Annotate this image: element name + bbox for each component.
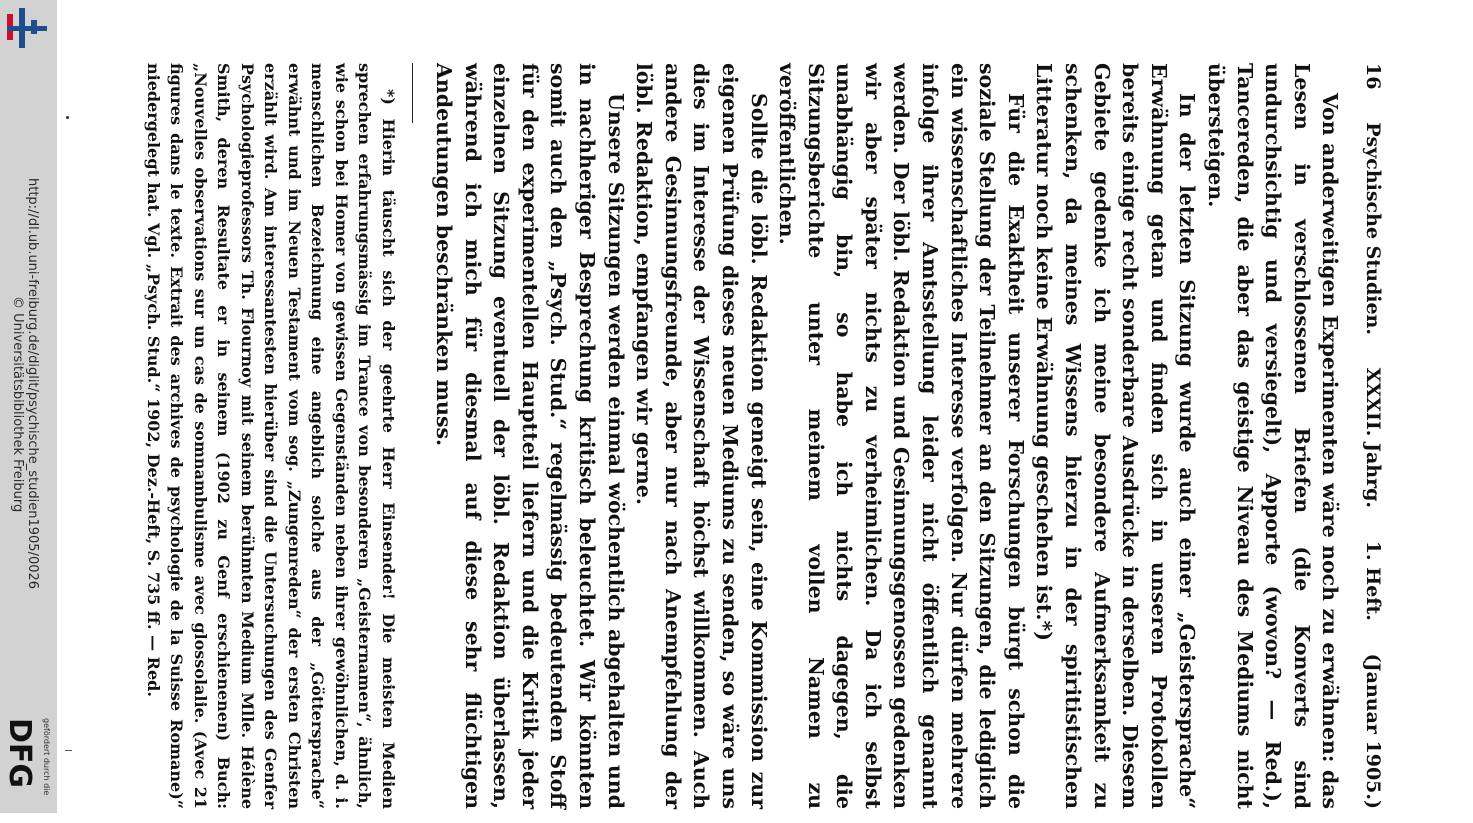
footnote-divider [412, 63, 414, 123]
footnote: *) Hierin täuscht sich der geehrte Herr Einsender! Die meisten Medien sprechen erfahrungsmässig im Trance von besonderen „Geisternamen“, ähnlich, wie schon bei Homer von gewissen Gegenständen neben ihrer gewöhnlichen, d. i. menschlichen Bezeichnung eine angeblich solche aus der „Göttersprache“ erwähnt und im Neuen Testament vom sog. „Zungenreden“ der ersten Christen erzählt wird. Am interessantesten hierüber sind die Untersuchungen des Genfer Psychologieprofessors Th. Flournoy mit seinem berühmten Medium Mlle. Hélène Smith, deren Resultate er in seinem (1902 zu Genf erschienenen) Buch: „Nouvelles observations sur un cas de somnambulisme avec glossolalie. (Avec 21 figures dans le texte. Extrait des archives de psychologie de la Suisse Romane)“ niedergelegt hat. Vgl. „Psych. Stud.“ 1902, Dez.-Heft, S. 735 ff. — Red. [143, 63, 398, 809]
copyright-notice: © Universitätsbibliothek Freiburg [10, 296, 25, 513]
body-paragraph: In der letzten Sitzung wurde auch einer „Geistersprache“ Erwähnung getan und finden sich in unseren Protokollen bereits einige recht sonderbare Ausdrücke in derselben. Diesem Gebiete gedenke ich meine besondere Aufmerksamkeit zu schenken, da meines Wissens hierzu in der spiritistischen Litteratur noch keine Erwähnung geschehen ist.*) [1032, 63, 1200, 809]
journal-title: Psychische Studien. [1362, 122, 1384, 335]
viewer-sidebar [0, 0, 57, 813]
page-number: 16 [1362, 63, 1384, 90]
dfg-logo-text: DFG [2, 718, 37, 789]
scanned-page [143, 63, 1393, 823]
permalink-url[interactable]: http://dl.ub.uni-freiburg.de/diglit/psychische_studien1905/0026 [25, 178, 40, 590]
ub-freiburg-logo-icon[interactable] [5, 6, 51, 50]
running-head [1358, 63, 1387, 809]
dfg-logo-icon [4, 716, 54, 806]
body-paragraph: Sollte die löbl. Redaktion geneigt sein, eine Kommission zur eigenen Prüfung dieses neuen Mediums zu senden, so wäre uns dies im Interesse der Wissenschaft höchst willkommen. Auch andere Gesinnungsfreunde, aber nur nach Anempfehlung der löbl. Redaktion, empfangen wir gerne. [632, 63, 771, 809]
volume-label: XXXII. Jahrg. [1362, 367, 1384, 509]
dfg-funded-label: gefördert durch die [42, 718, 51, 796]
body-paragraph: Für die Exaktheit unserer Forschungen bürgt schon die soziale Stellung der Teilnehmer an den Sitzungen, die lediglich ein wissenschaftliches Interesse verfolgen. Nur dürfen mehrere infolge ihrer Amtsstellung leider nicht öffentlich genannt werden. Der löbl. Redaktion und Gesinnungsgenossen gedenken wir aber später nichts zu verheimlichen. Da ich selbst unabhängig bin, so habe ich nichts dagegen, die Sitzungsberichte unter meinem vollen Namen zu veröffentlichen. [775, 63, 1028, 809]
issue-label: 1. Heft. [1362, 540, 1384, 621]
issue-date: (Januar 1905.) [1362, 653, 1384, 809]
body-paragraph: Unsere Sitzungen werden einmal wöchentlich abgehalten und in nachheriger Besprechung kritisch beleuchtet. Wir könnten somit auch den „Psych. Stud.“ regelmässig bedeutenden Stoff für den experimentellen Hauptteil liefern und die Kritik jeder einzelnen Sitzung eventuell der löbl. Redaktion überlassen, während ich mich für diesmal auf diese sehr flüchtigen Andeutungen beschränken muss. [432, 63, 628, 809]
body-paragraph: Von anderweitigen Experimenten wäre noch zu erwähnen: das Lesen in verschlossenen Briefen (die Konverts sind undurchsichtig und versiegelt), Apporte (wovon? — Red.), Tancereden, die aber das geistige Niveau des Mediums nicht übersteigen. [1204, 63, 1343, 809]
viewer-marker-dot [66, 116, 69, 119]
viewer-marker-tick [65, 750, 72, 751]
sidebar-citation [10, 178, 59, 630]
